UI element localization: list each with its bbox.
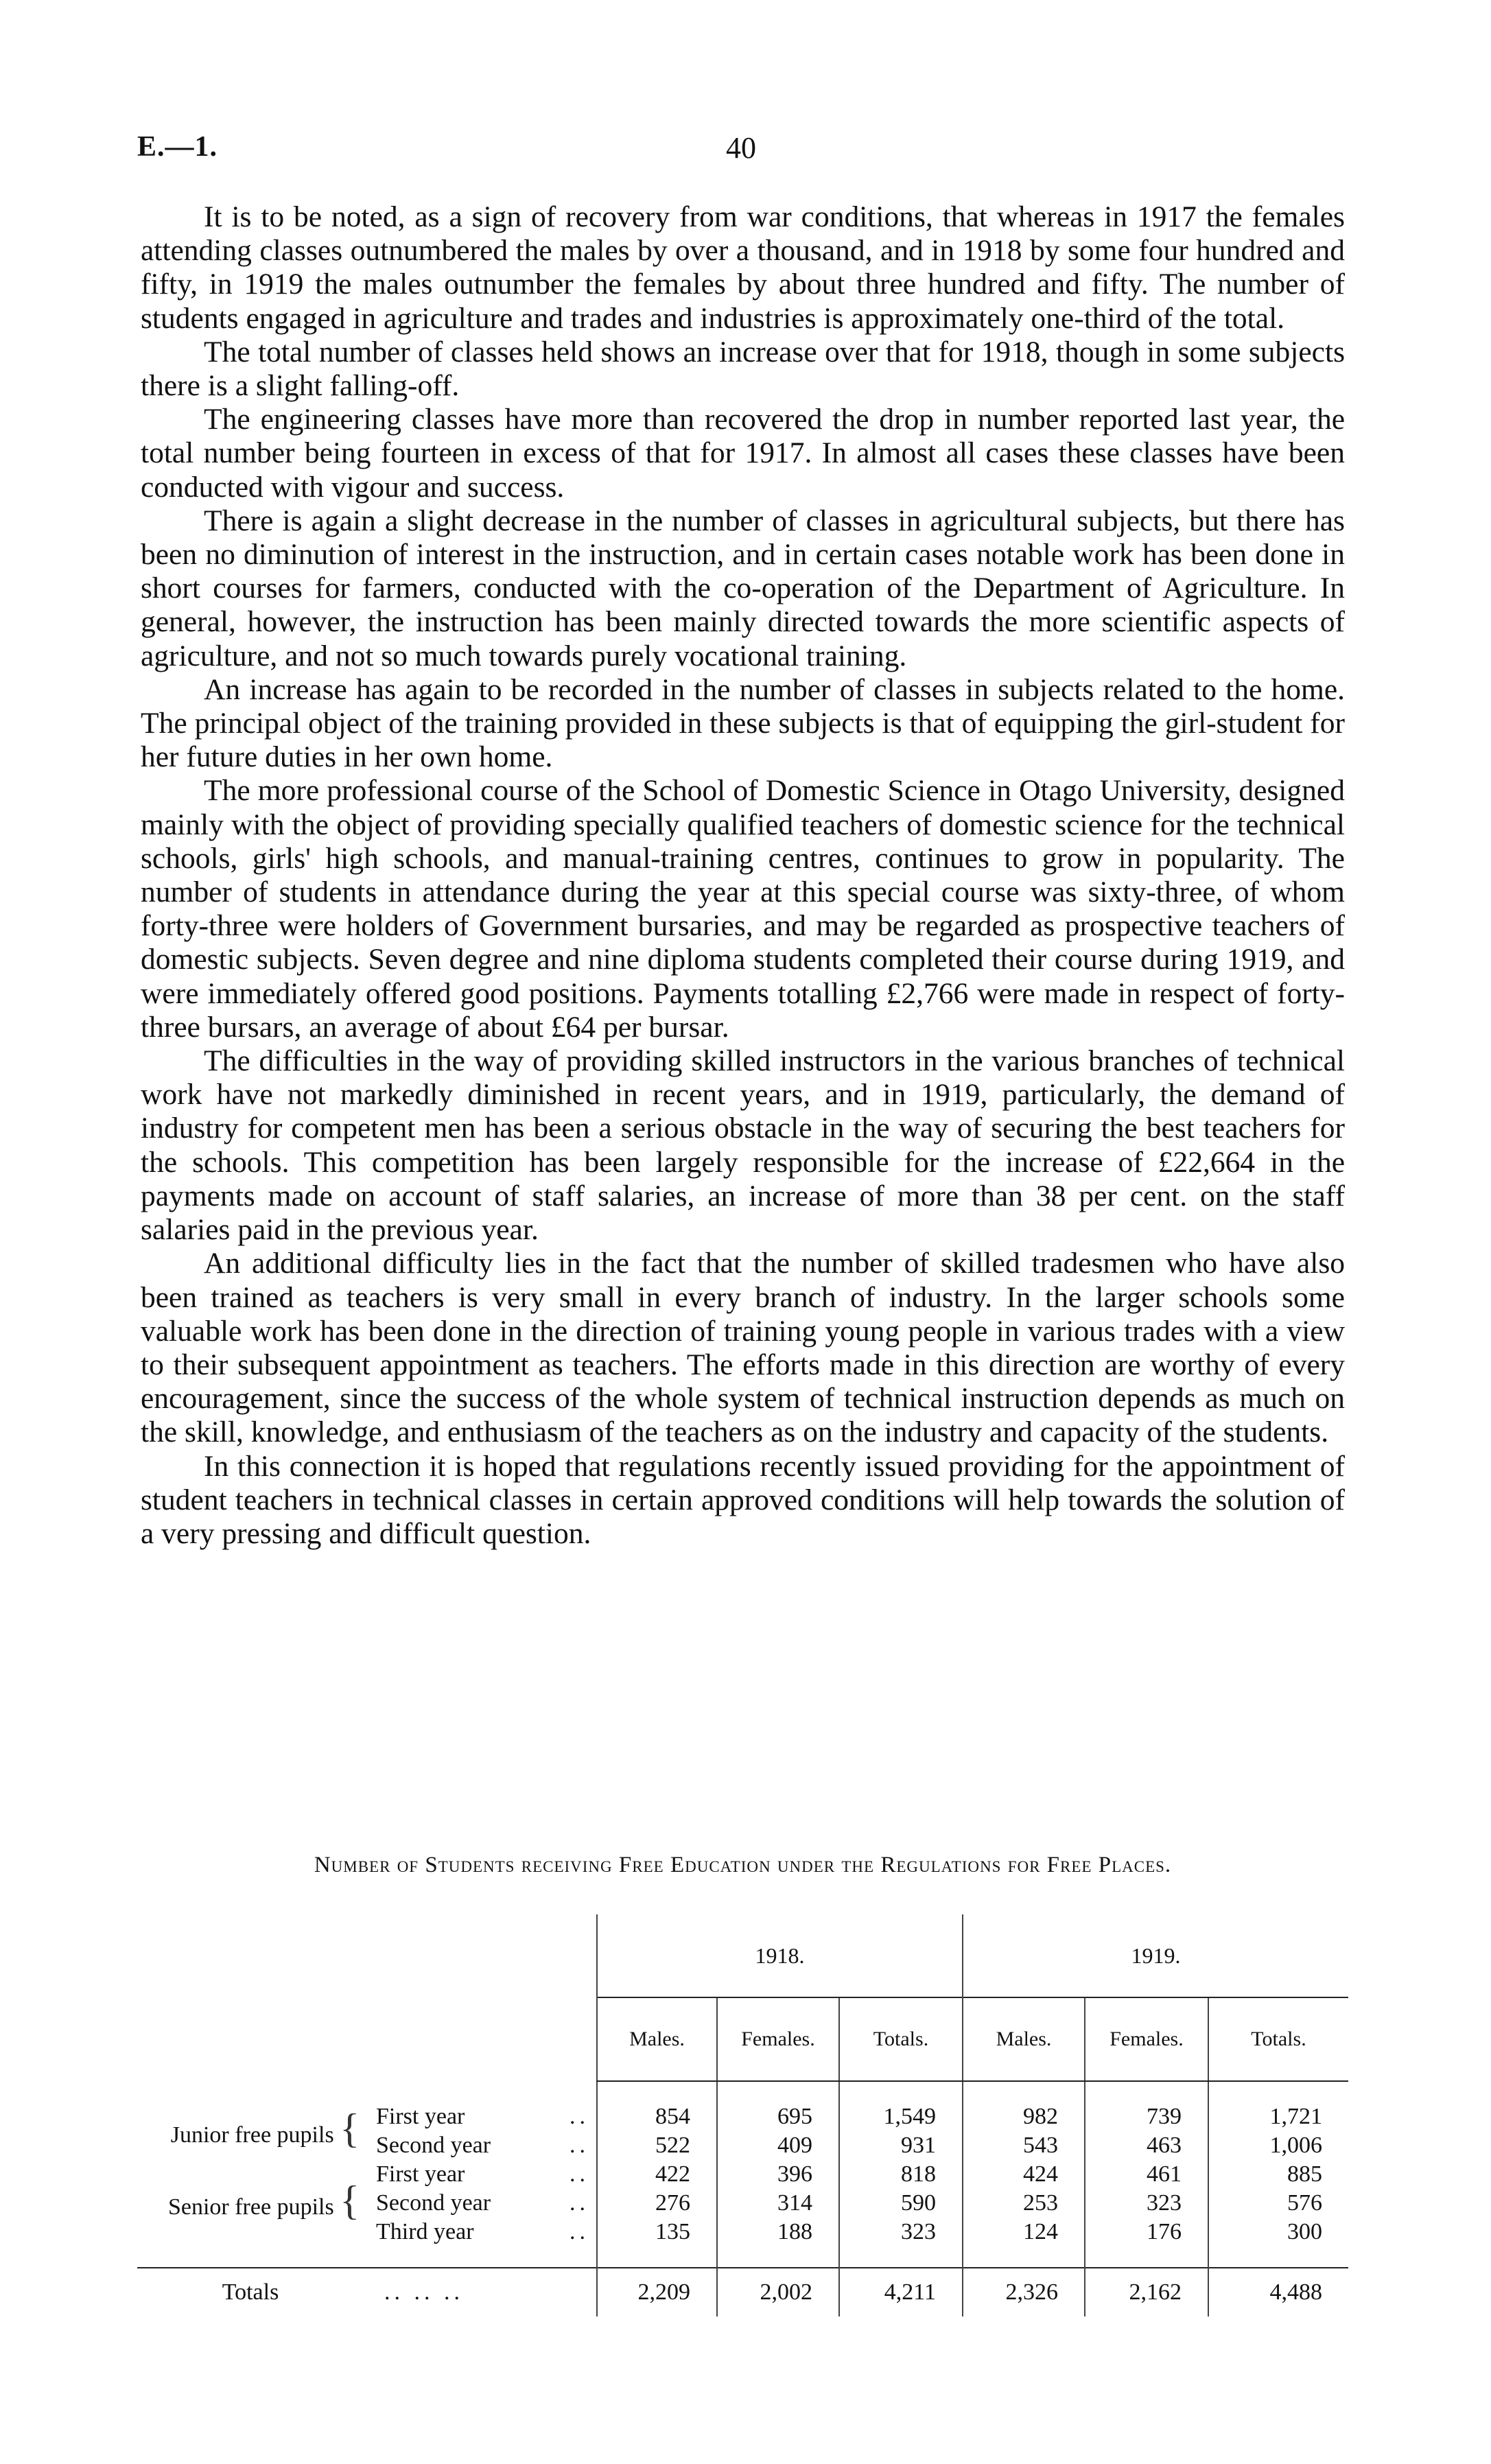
year-1918-header: 1918. [597, 1914, 963, 1997]
table-cell: 135 [597, 2218, 717, 2246]
table-cell: 463 [1085, 2131, 1208, 2160]
table-cell: 124 [963, 2218, 1085, 2246]
brace-icon: { [340, 2106, 360, 2151]
paragraph: The difficulties in the way of providing skilled instructors in the various branches of technical work have not markedly diminished in recent years, and in 1919, particularly, the demand of industry for competent men has been a serious obstacle in the way of securing the best teachers for the schools. This competition has been largely responsible for the increase of £22,664 in the payments made on account of staff salaries, an increase of more than 38 per cent. on the staff salaries paid in the previous year. [141, 1044, 1345, 1247]
free-places-table [137, 1914, 1348, 2316]
table-cell: 253 [963, 2189, 1085, 2218]
table-cell: 276 [597, 2189, 717, 2218]
table-cell: 818 [839, 2160, 963, 2189]
page-header [137, 130, 1345, 172]
table-cell: 576 [1208, 2189, 1348, 2218]
year-header-row [137, 1914, 1348, 1997]
leader-dots: .. [570, 2219, 589, 2244]
brace-icon: { [340, 2178, 360, 2223]
total-cell: 4,211 [839, 2268, 963, 2316]
table-cell: 931 [839, 2131, 963, 2160]
table-cell: 1,549 [839, 2102, 963, 2131]
body-text [141, 200, 1345, 1551]
leader-dots: .. .. .. [364, 2268, 597, 2316]
leader-dots: .. [570, 2104, 589, 2129]
table-cell: 885 [1208, 2160, 1348, 2189]
table-cell: 424 [963, 2160, 1085, 2189]
paragraph: The engineering classes have more than recovered the drop in number reported last year, the total number being fourteen in excess of that for 1917. In almost all cases these classes have been conducted with vigour and success. [141, 403, 1345, 504]
total-cell: 2,326 [963, 2268, 1085, 2316]
table-cell: 188 [717, 2218, 839, 2246]
row-label: First year [376, 2104, 465, 2129]
table-cell: 854 [597, 2102, 717, 2131]
table-cell: 1,721 [1208, 2102, 1348, 2131]
table-row [137, 2102, 1348, 2131]
row-label: Third year [376, 2219, 474, 2244]
paragraph: The total number of classes held shows an increase over that for 1918, though in some subjects there is a slight falling-off. [141, 335, 1345, 403]
column-header: Females. [717, 1997, 839, 2081]
paragraph: There is again a slight decrease in the number of classes in agricultural subjects, but there has been no diminution of interest in the instruction, and in certain cases notable work has been done in short courses for farmers, conducted with the co-operation of the Department of Agriculture. In general, however, the instruction has been mainly directed towards the more scientific aspects of agriculture, and not so much towards purely vocational training. [141, 504, 1345, 672]
paragraph: The more professional course of the School of Domestic Science in Otago University, designed mainly with the object of providing specially qualified teachers of domestic science for the technical schools, girls' high schools, and manual-training centres, continues to grow in popularity. The number of students in attendance during the year at this special course was sixty-three, of whom forty-three were holders of Government bursaries, and may be regarded as prospective teachers of domestic subjects. Seven degree and nine diploma students completed their course during 1919, and were immediately offered good positions. Payments totalling £2,766 were made in respect of forty-three bursars, an average of about £64 per bursar. [141, 774, 1345, 1044]
total-cell: 2,162 [1085, 2268, 1208, 2316]
table-title: Number of Students receiving Free Education under the Regulations for Free Places. [314, 1853, 1172, 1877]
row-label: Second year [376, 2190, 491, 2216]
table-cell: 323 [839, 2218, 963, 2246]
group-label: Senior free pupils { [167, 2178, 360, 2223]
table-cell: 300 [1208, 2218, 1348, 2246]
row-label: Second year [376, 2133, 491, 2158]
totals-label: Totals [137, 2268, 364, 2316]
paragraph: In this connection it is hoped that regulations recently issued providing for the appointment of student teachers in technical classes in certain approved conditions will help towards the solution of a very pressing and difficult question. [141, 1449, 1345, 1550]
table-cell: 323 [1085, 2189, 1208, 2218]
totals-row [137, 2268, 1348, 2316]
table-cell: 695 [717, 2102, 839, 2131]
paragraph: It is to be noted, as a sign of recovery from war conditions, that whereas in 1917 the females attending classes outnumbered the males by over a thousand, and in 1918 by some four hundred and fifty, in 1919 the males outnumber the females by about three hundred and fifty. The number of students engaged in agriculture and trades and industries is approximately one-third of the total. [141, 200, 1345, 335]
table-cell: 422 [597, 2160, 717, 2189]
column-header: Totals. [839, 1997, 963, 2081]
table-cell: 739 [1085, 2102, 1208, 2131]
table-cell: 543 [963, 2131, 1085, 2160]
leader-dots: .. [570, 2133, 589, 2158]
total-cell: 2,209 [597, 2268, 717, 2316]
column-header: Females. [1085, 1997, 1208, 2081]
leader-dots: .. [570, 2161, 589, 2187]
table-cell: 461 [1085, 2160, 1208, 2189]
table-cell: 522 [597, 2131, 717, 2160]
table-cell: 1,006 [1208, 2131, 1348, 2160]
table-cell: 314 [717, 2189, 839, 2218]
row-label: First year [376, 2161, 465, 2187]
paragraph: An additional difficulty lies in the fact that the number of skilled tradesmen who have also been trained as teachers is very small in every branch of industry. In the larger schools some valuable work has been done in the direction of training young people in various trades with a view to their subsequent appointment as teachers. The efforts made in this direction are worthy of every encouragement, since the success of the whole system of technical instruction depends as much on the skill, knowledge, and enthusiasm of the teachers as on the industry and capacity of the students. [141, 1247, 1345, 1449]
table-cell: 982 [963, 2102, 1085, 2131]
total-cell: 4,488 [1208, 2268, 1348, 2316]
group-label: Junior free pupils { [170, 2106, 360, 2151]
table-cell: 176 [1085, 2218, 1208, 2246]
table-cell: 409 [717, 2131, 839, 2160]
column-header-row [137, 1997, 1348, 2081]
table-cell: 396 [717, 2160, 839, 2189]
column-header: Totals. [1208, 1997, 1348, 2081]
column-header: Males. [597, 1997, 717, 2081]
leader-dots: .. [570, 2190, 589, 2216]
column-header: Males. [963, 1997, 1085, 2081]
paragraph: An increase has again to be recorded in the number of classes in subjects related to the home. The principal object of the training provided in these subjects is that of equipping the girl-student for her future duties in her own home. [141, 672, 1345, 774]
year-1919-header: 1919. [963, 1914, 1348, 1997]
total-cell: 2,002 [717, 2268, 839, 2316]
document-reference: E.—1. [137, 131, 218, 163]
table-cell: 590 [839, 2189, 963, 2218]
page-number: 40 [726, 131, 756, 165]
table-row [137, 2160, 1348, 2189]
